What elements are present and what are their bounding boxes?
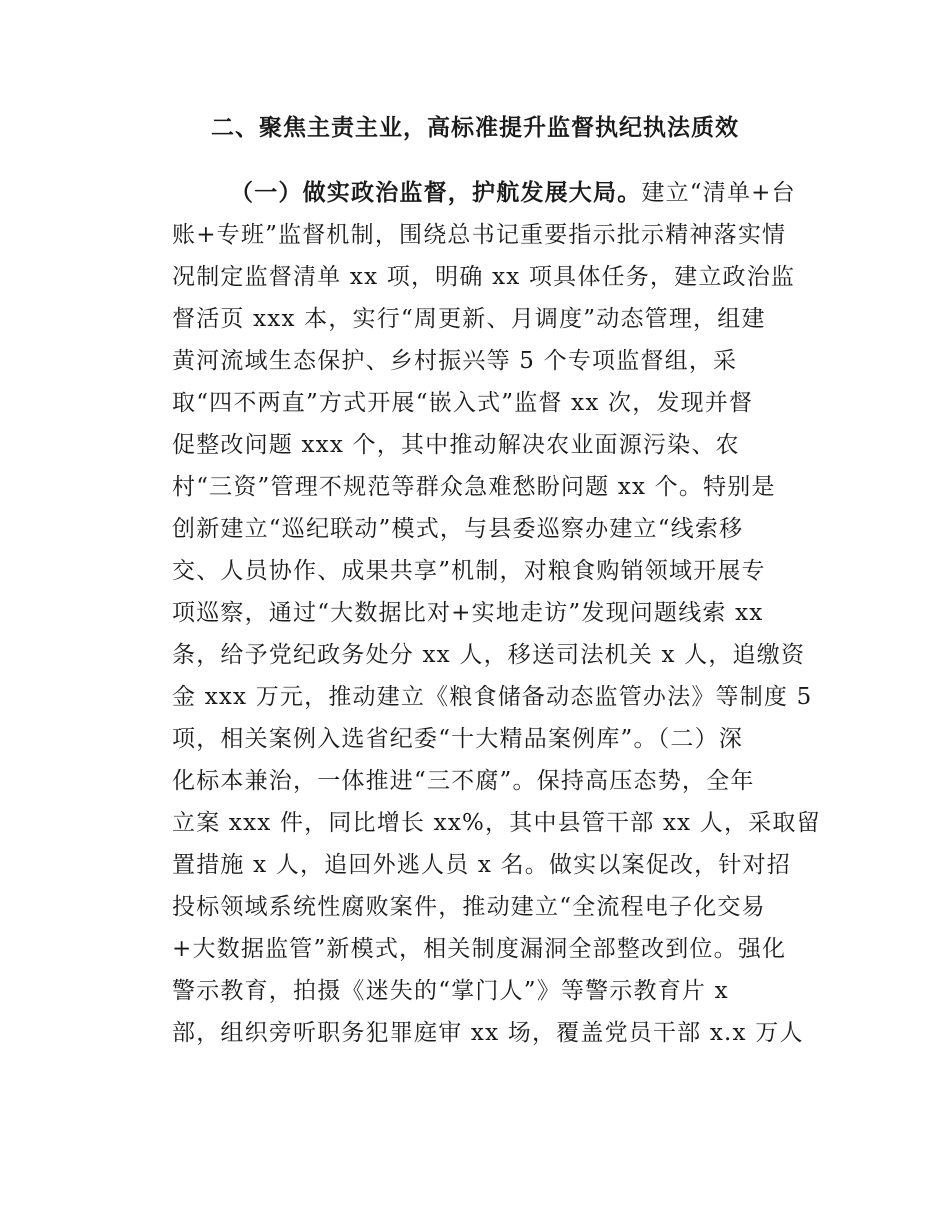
line-1-text: 建立“清单+台 (641, 180, 796, 206)
paragraph-line: 项，相关案例入选省纪委“十大精品案例库”。（二）深 (172, 726, 744, 752)
paragraph-line: 促整改问题 xxx 个，其中推动解决农业面源污染、农 (172, 432, 740, 458)
paragraph-line: 条，给予党纪政务处分 xx 人，移送司法机关 x 人，追缴资 (172, 642, 806, 668)
paragraph-line: 投标领域系统性腐败案件，推动建立“全流程电子化交易 (172, 894, 766, 920)
paragraph-line: 置措施 x 人，追回外逃人员 x 名。做实以案促改，针对招 (172, 852, 791, 878)
paragraph-line: 况制定监督清单 xx 项，明确 xx 项具体任务，建立政治监 (172, 264, 796, 290)
paragraph-line: 金 xxx 万元，推动建立《粮食储备动态监管办法》等制度 5 (172, 684, 813, 710)
paragraph-line: 化标本兼治，一体推进“三不腐”。保持高压态势，全年 (172, 768, 755, 794)
subsection-title: （一）做实政治监督，护航发展大局。 (230, 180, 642, 206)
paragraph-line: 警示教育，拍摄《迷失的“掌门人”》等警示教育片 x (172, 978, 729, 1004)
paragraph-line: +大数据监管”新模式，相关制度漏洞全部整改到位。强化 (172, 936, 787, 962)
paragraph-line: 村“三资”管理不规范等群众急难愁盼问题 xx 个。特别是 (172, 474, 776, 500)
paragraph-line: 督活页 xxx 本，实行“周更新、月调度”动态管理，组建 (172, 306, 766, 332)
section-heading: 二、聚焦主责主业，高标准提升监督执纪执法质效 (211, 115, 739, 141)
paragraph-line-1 (172, 172, 812, 214)
paragraph-line: 黄河流域生态保护、乡村振兴等 5 个专项监督组，采 (172, 348, 738, 374)
paragraph-line: 创新建立“巡纪联动”模式，与县委巡察办建立“线索移 (172, 516, 744, 542)
body-paragraph (172, 172, 821, 1054)
paragraph-line: 项巡察，通过“大数据比对+实地走访”发现问题线索 xx (172, 600, 764, 626)
paragraph-line: 立案 xxx 件，同比增长 xx%，其中县管干部 xx 人，采取留 (172, 810, 821, 836)
paragraph-line: 交、人员协作、成果共享”机制，对粮食购销领域开展专 (172, 558, 766, 584)
paragraph-line: 取“四不两直”方式开展“嵌入式”监督 xx 次，发现并督 (172, 390, 754, 416)
paragraph-line: 部，组织旁听职务犯罪庭审 xx 场，覆盖党员干部 x.x 万人 (172, 1020, 804, 1046)
paragraph-line: 账+专班”监督机制，围绕总书记重要指示批示精神落实情 (172, 222, 787, 248)
